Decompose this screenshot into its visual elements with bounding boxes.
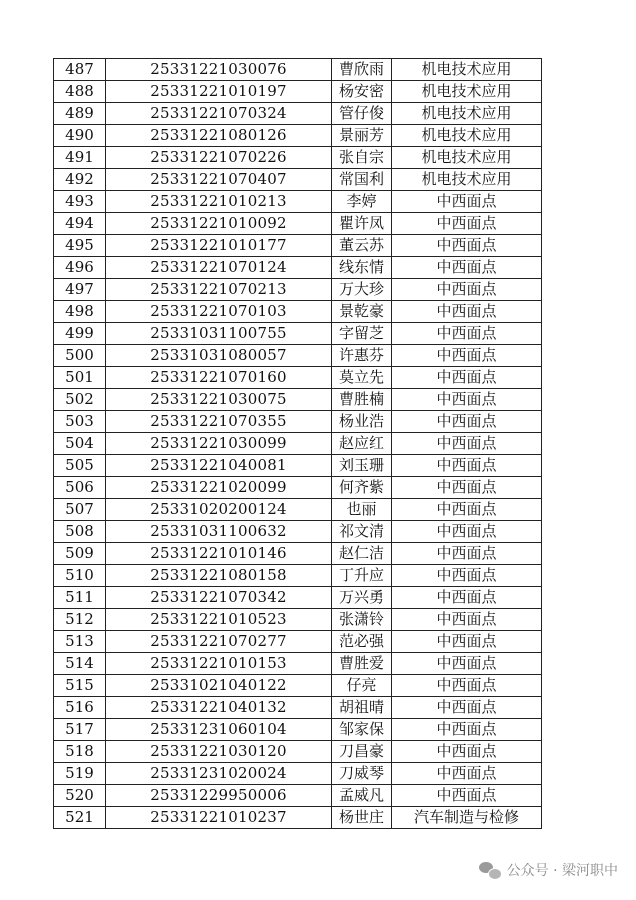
table-row [54,785,542,807]
student-id-cell: 25331221070355 [106,411,332,433]
student-name-cell: 许惠芬 [332,345,392,367]
student-id-cell: 25331221020099 [106,477,332,499]
student-name-cell: 李婷 [332,191,392,213]
major-cell: 中西面点 [392,521,542,543]
major-cell: 中西面点 [392,389,542,411]
table-row [54,631,542,653]
student-name-cell: 赵应红 [332,433,392,455]
table-row [54,191,542,213]
student-id-cell: 25331229950006 [106,785,332,807]
wechat-icon [479,861,501,879]
student-name-cell: 杨安密 [332,81,392,103]
student-id-cell: 25331221070277 [106,631,332,653]
student-id-cell: 25331221010237 [106,807,332,829]
table-row [54,323,542,345]
table-row [54,235,542,257]
student-name-cell: 曹胜楠 [332,389,392,411]
student-name-cell: 瞿许凤 [332,213,392,235]
row-number-cell: 488 [54,81,106,103]
table-row [54,763,542,785]
student-id-cell: 25331221070103 [106,301,332,323]
student-id-cell: 25331221070407 [106,169,332,191]
major-cell: 机电技术应用 [392,169,542,191]
row-number-cell: 517 [54,719,106,741]
table-row [54,367,542,389]
student-id-cell: 25331221010153 [106,653,332,675]
student-id-cell: 25331221070213 [106,279,332,301]
table-row [54,279,542,301]
row-number-cell: 512 [54,609,106,631]
row-number-cell: 493 [54,191,106,213]
major-cell: 中西面点 [392,763,542,785]
student-name-cell: 仔亮 [332,675,392,697]
student-name-cell: 何齐紫 [332,477,392,499]
student-id-cell: 25331021040122 [106,675,332,697]
row-number-cell: 499 [54,323,106,345]
row-number-cell: 504 [54,433,106,455]
student-id-cell: 25331221010146 [106,543,332,565]
table-row [54,477,542,499]
major-cell: 机电技术应用 [392,125,542,147]
row-number-cell: 491 [54,147,106,169]
student-name-cell: 祁文清 [332,521,392,543]
table-row [54,213,542,235]
major-cell: 中西面点 [392,697,542,719]
student-name-cell: 胡祖晴 [332,697,392,719]
student-id-cell: 25331221010213 [106,191,332,213]
row-number-cell: 498 [54,301,106,323]
table-row [54,499,542,521]
student-name-cell: 赵仁洁 [332,543,392,565]
student-id-cell: 25331031100632 [106,521,332,543]
major-cell: 中西面点 [392,411,542,433]
table-row [54,59,542,81]
student-id-cell: 25331221080158 [106,565,332,587]
major-cell: 中西面点 [392,433,542,455]
student-name-cell: 景乾豪 [332,301,392,323]
student-id-cell: 25331221070324 [106,103,332,125]
table-row [54,565,542,587]
student-name-cell: 景丽芳 [332,125,392,147]
major-cell: 机电技术应用 [392,103,542,125]
major-cell: 中西面点 [392,213,542,235]
row-number-cell: 502 [54,389,106,411]
major-cell: 汽车制造与检修 [392,807,542,829]
major-cell: 中西面点 [392,653,542,675]
student-name-cell: 范必强 [332,631,392,653]
major-cell: 中西面点 [392,367,542,389]
row-number-cell: 511 [54,587,106,609]
row-number-cell: 501 [54,367,106,389]
student-id-cell: 25331221080126 [106,125,332,147]
student-name-cell: 张自宗 [332,147,392,169]
student-name-cell: 曹欣雨 [332,59,392,81]
major-cell: 中西面点 [392,609,542,631]
row-number-cell: 507 [54,499,106,521]
major-cell: 中西面点 [392,235,542,257]
student-id-cell: 25331231020024 [106,763,332,785]
major-cell: 中西面点 [392,257,542,279]
row-number-cell: 509 [54,543,106,565]
table-row [54,609,542,631]
row-number-cell: 516 [54,697,106,719]
student-name-cell: 刀昌豪 [332,741,392,763]
student-id-cell: 25331221070226 [106,147,332,169]
table-row [54,389,542,411]
major-cell: 机电技术应用 [392,59,542,81]
student-id-cell: 25331221070160 [106,367,332,389]
student-name-cell: 万兴勇 [332,587,392,609]
student-name-cell: 刀威琴 [332,763,392,785]
major-cell: 中西面点 [392,565,542,587]
row-number-cell: 505 [54,455,106,477]
student-name-cell: 丁升应 [332,565,392,587]
roster-sheet [53,58,541,829]
student-name-cell: 杨世庄 [332,807,392,829]
row-number-cell: 513 [54,631,106,653]
student-id-cell: 25331020200124 [106,499,332,521]
student-name-cell: 字留芝 [332,323,392,345]
table-row [54,587,542,609]
wechat-watermark [479,860,618,880]
major-cell: 中西面点 [392,543,542,565]
row-number-cell: 518 [54,741,106,763]
major-cell: 中西面点 [392,741,542,763]
table-row [54,543,542,565]
row-number-cell: 500 [54,345,106,367]
major-cell: 中西面点 [392,631,542,653]
table-row [54,455,542,477]
student-id-cell: 25331221010523 [106,609,332,631]
table-row [54,697,542,719]
student-id-cell: 25331221010197 [106,81,332,103]
table-row [54,345,542,367]
row-number-cell: 506 [54,477,106,499]
major-cell: 中西面点 [392,323,542,345]
student-name-cell: 管仔俊 [332,103,392,125]
student-id-cell: 25331221040081 [106,455,332,477]
student-name-cell: 董云苏 [332,235,392,257]
row-number-cell: 494 [54,213,106,235]
student-name-cell: 曹胜爱 [332,653,392,675]
row-number-cell: 490 [54,125,106,147]
table-row [54,653,542,675]
student-name-cell: 万大珍 [332,279,392,301]
student-id-cell: 25331031100755 [106,323,332,345]
row-number-cell: 510 [54,565,106,587]
row-number-cell: 492 [54,169,106,191]
student-name-cell: 也丽 [332,499,392,521]
major-cell: 中西面点 [392,719,542,741]
student-id-cell: 25331221030099 [106,433,332,455]
major-cell: 机电技术应用 [392,81,542,103]
table-row [54,81,542,103]
table-row [54,257,542,279]
student-id-cell: 25331221070342 [106,587,332,609]
student-name-cell: 邹家保 [332,719,392,741]
row-number-cell: 514 [54,653,106,675]
table-row [54,719,542,741]
table-row [54,521,542,543]
row-number-cell: 521 [54,807,106,829]
table-row [54,411,542,433]
roster-table-body [54,59,542,829]
major-cell: 中西面点 [392,279,542,301]
table-row [54,147,542,169]
table-row [54,103,542,125]
table-row [54,301,542,323]
student-id-cell: 25331221030075 [106,389,332,411]
student-id-cell: 25331031080057 [106,345,332,367]
major-cell: 中西面点 [392,499,542,521]
major-cell: 中西面点 [392,191,542,213]
major-cell: 机电技术应用 [392,147,542,169]
row-number-cell: 520 [54,785,106,807]
row-number-cell: 497 [54,279,106,301]
student-id-cell: 25331221070124 [106,257,332,279]
row-number-cell: 489 [54,103,106,125]
major-cell: 中西面点 [392,587,542,609]
row-number-cell: 508 [54,521,106,543]
student-id-cell: 25331231060104 [106,719,332,741]
table-row [54,675,542,697]
table-row [54,125,542,147]
row-number-cell: 519 [54,763,106,785]
student-name-cell: 杨业浩 [332,411,392,433]
student-name-cell: 张潇铃 [332,609,392,631]
major-cell: 中西面点 [392,477,542,499]
row-number-cell: 496 [54,257,106,279]
major-cell: 中西面点 [392,785,542,807]
student-id-cell: 25331221030076 [106,59,332,81]
student-name-cell: 刘玉珊 [332,455,392,477]
major-cell: 中西面点 [392,675,542,697]
table-row [54,807,542,829]
student-id-cell: 25331221040132 [106,697,332,719]
student-id-cell: 25331221010092 [106,213,332,235]
row-number-cell: 487 [54,59,106,81]
major-cell: 中西面点 [392,455,542,477]
student-name-cell: 莫立先 [332,367,392,389]
row-number-cell: 495 [54,235,106,257]
roster-table [53,58,542,829]
major-cell: 中西面点 [392,345,542,367]
student-name-cell: 线东情 [332,257,392,279]
row-number-cell: 515 [54,675,106,697]
student-id-cell: 25331221010177 [106,235,332,257]
table-row [54,169,542,191]
student-id-cell: 25331221030120 [106,741,332,763]
table-row [54,741,542,763]
watermark-text: 公众号 · 梁河职中 [506,863,618,879]
row-number-cell: 503 [54,411,106,433]
table-row [54,433,542,455]
student-name-cell: 常国利 [332,169,392,191]
major-cell: 中西面点 [392,301,542,323]
student-name-cell: 孟威凡 [332,785,392,807]
